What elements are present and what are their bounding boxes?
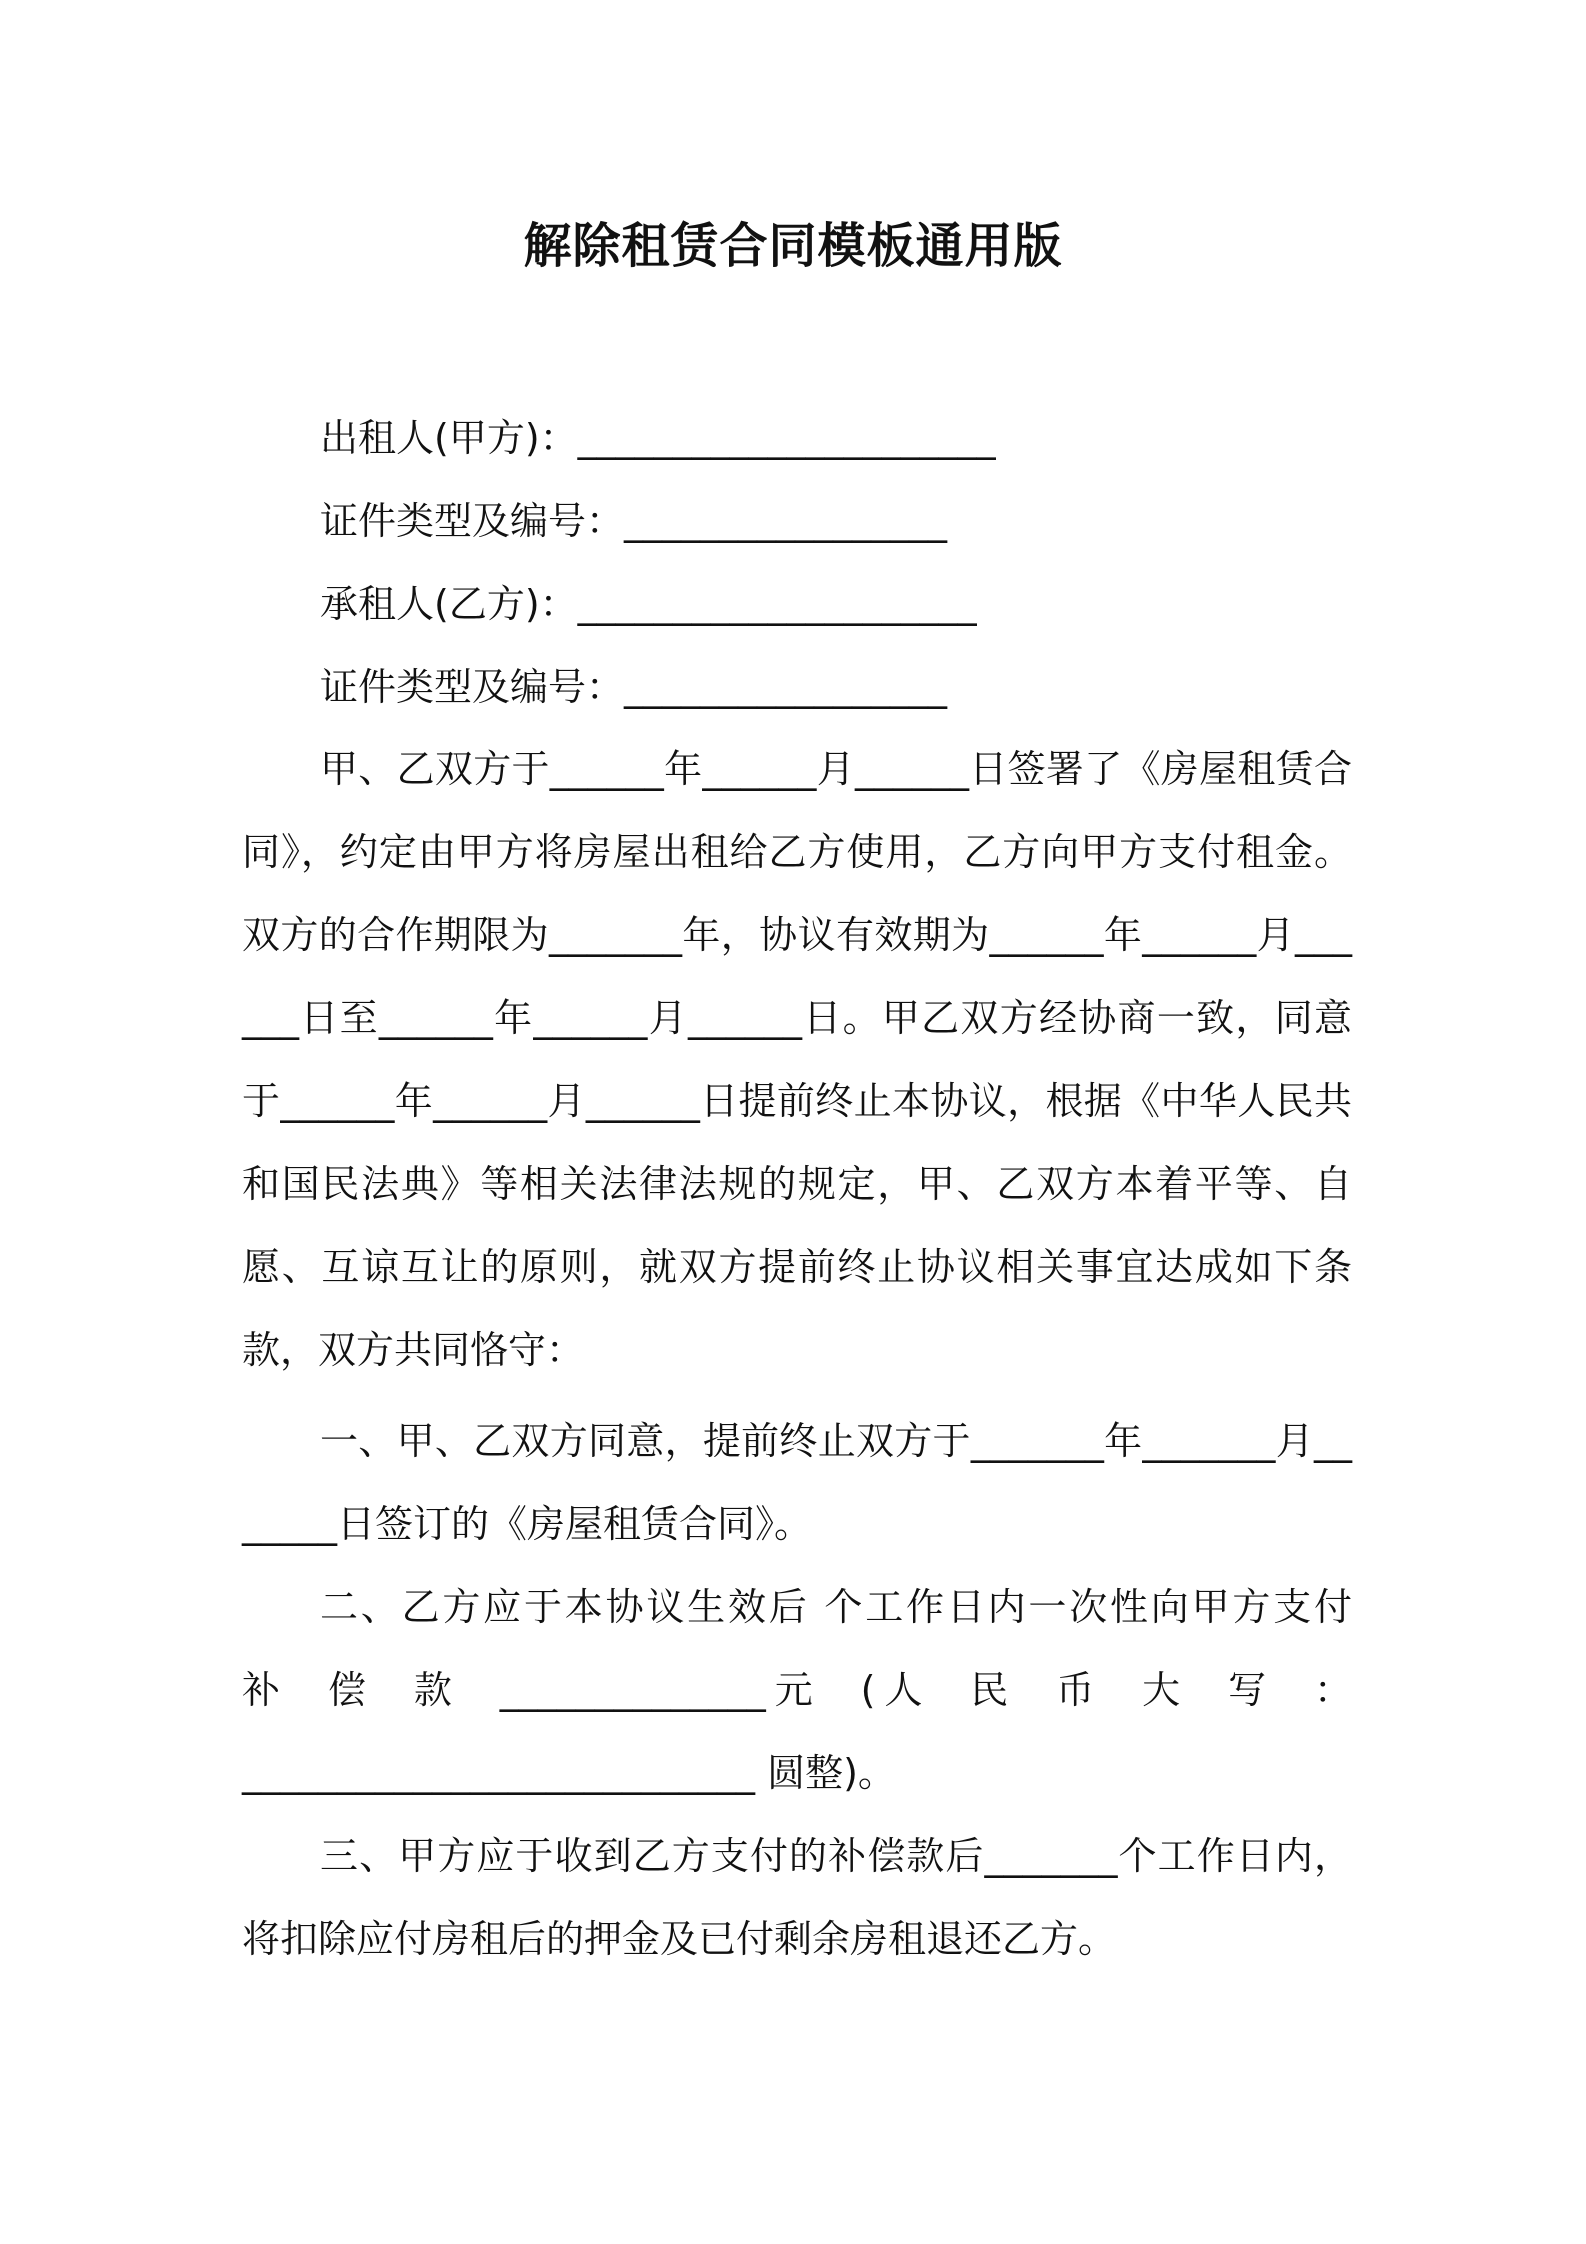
clause-2-line-2: 补 偿 款 ______________元 (人 民 币 大 写 ： <box>242 1668 1352 1712</box>
clause-2-line-3: ___________________________ 圆整)。 <box>242 1751 896 1795</box>
lessor-id-field: 证件类型及编号：_________________ <box>320 499 948 543</box>
clause-2 <box>242 1566 1352 1815</box>
lessee-id-field: 证件类型及编号：_________________ <box>320 665 948 709</box>
document-title: 解除租赁合同模板通用版 <box>523 218 1063 274</box>
clause-2-line-1: 二、乙方应于本协议生效后 个工作日内一次性向甲方支付 <box>320 1585 1352 1629</box>
intro-paragraph: 甲、乙双方于______年______月______日签署了《房屋租赁合同》，约定由甲方将房屋出租给乙方使用，乙方向甲方支付租金。双方的合作期限为_______年，协议有效期为______年______月______日至______年______月______日。甲乙双方经协商一致，同意于______年______月______日提前终止本协议，根据《中华人民共和国民法典》等相关法律法规的规定，甲、乙双方本着平等、自愿、互谅互让的原则，就双方提前终止协议相关事宜达成如下条款，双方共同恪守： <box>242 747 1352 1372</box>
clause-1: 一、甲、乙双方同意，提前终止双方于_______年_______月_______日签订的《房屋租赁合同》。 <box>242 1419 1352 1546</box>
clause-3: 三、甲方应于收到乙方支付的补偿款后_______个工作日内，将扣除应付房租后的押金及已付剩余房租退还乙方。 <box>242 1834 1352 1961</box>
lessor-field: 出租人(甲方)：______________________ <box>320 416 996 460</box>
lessee-field: 承租人(乙方)：_____________________ <box>320 582 977 626</box>
